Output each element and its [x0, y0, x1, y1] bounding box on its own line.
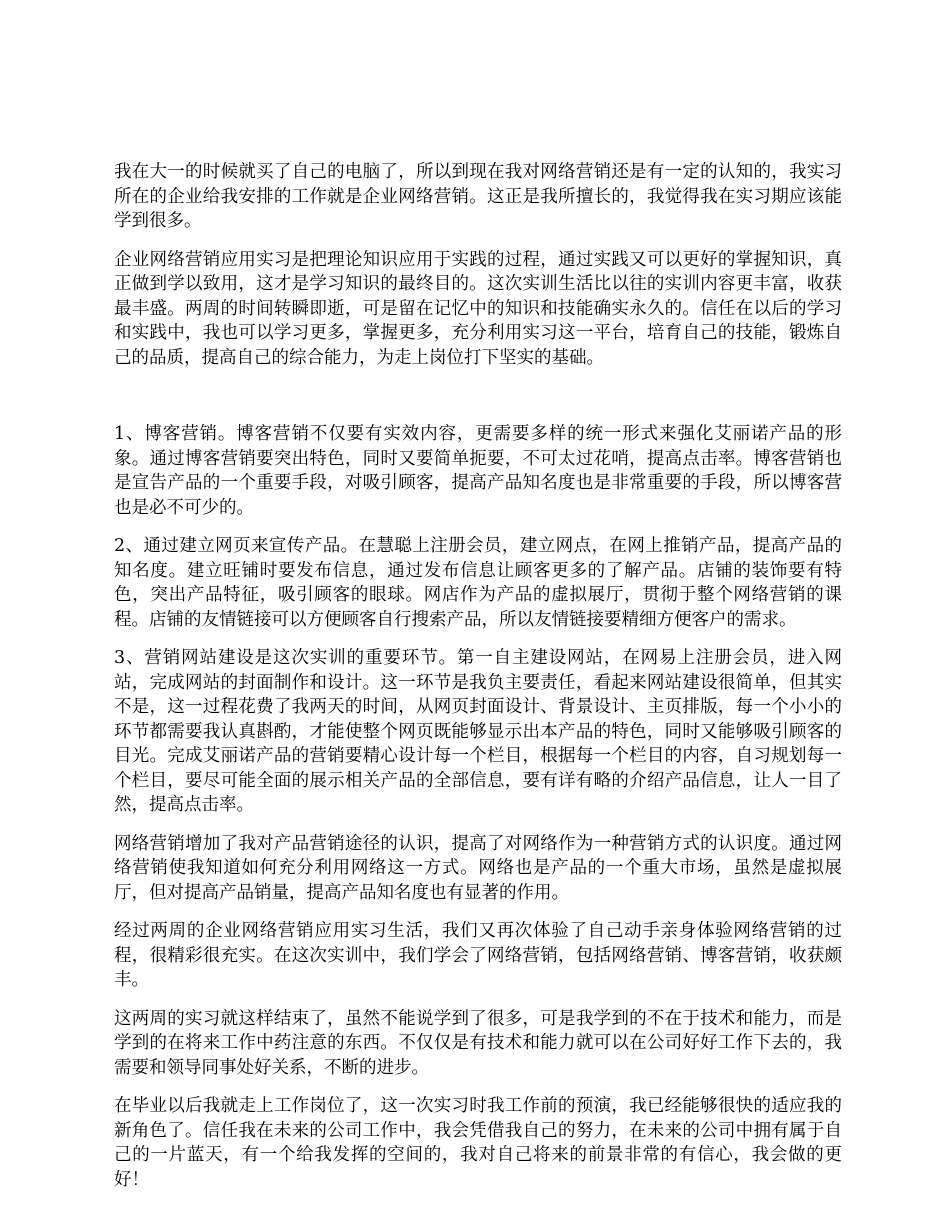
paragraph-future-outlook: 在毕业以后我就走上工作岗位了，这一次实习时我工作前的预演，我已经能够很快的适应我的新角色了。信任我在未来的公司工作中，我会凭借我自己的努力，在未来的公司中拥有属于自己的一片蓝天，有一个给我发挥的空间的，我对自己将来的前景非常的有信心，我会做的更好！: [114, 1096, 842, 1190]
paragraph-intro-1: 我在大一的时候就买了自己的电脑了，所以到现在我对网络营销还是有一定的认知的，我实习所在的企业给我安排的工作就是企业网络营销。这正是我所擅长的，我觉得我在实习期应该能学到很多。: [114, 162, 842, 231]
paragraph-intro-2: 企业网络营销应用实习是把理论知识应用于实践的过程，通过实践又可以更好的掌握知识，真正做到学以致用，这才是学习知识的最终目的。这次实训生活比以往的实训内容更丰富，收获最丰盛。两周的时间转瞬即逝，可是留在记忆中的知识和技能确实永久的。信任在以后的学习和实践中，我也可以学习更多，掌握更多，充分利用实习这一平台，培育自己的技能，锻炼自己的品质，提高自己的综合能力，为走上岗位打下坚实的基础。: [114, 249, 842, 368]
paragraph-webpage-promotion: 2、通过建立网页来宣传产品。在慧聪上注册会员，建立网点，在网上推销产品，提高产品的知名度。建立旺铺时要发布信息，通过发布信息让顾客更多的了解产品。店铺的装饰要有特色，突出产品特征，吸引顾客的眼球。网店作为产品的虚拟展厅，贯彻于整个网络营销的课程。店铺的友情链接可以方便顾客自行搜索产品，所以友情链接要精细方便客户的需求。: [114, 536, 842, 630]
section-gap: [114, 384, 842, 422]
paragraph-network-marketing-insight: 网络营销增加了我对产品营销途径的认识，提高了对网络作为一种营销方式的认识度。通过网络营销使我知道如何充分利用网络这一方式。网络也是产品的一个重大市场，虽然是虚拟展厅，但对提高产品销量，提高产品知名度也有显著的作用。: [114, 833, 842, 903]
paragraph-internship-end: 这两周的实习就这样结束了，虽然不能说学到了很多，可是我学到的不在于技术和能力，而是学到的在将来工作中药注意的东西。不仅仅是有技术和能力就可以在公司好好工作下去的，我需要和领导同事处好关系，不断的进步。: [114, 1008, 842, 1078]
paragraph-internship-experience: 经过两周的企业网络营销应用实习生活，我们又再次体验了自己动手亲身体验网络营销的过程，很精彩很充实。在这次实训中，我们学会了网络营销，包括网络营销、博客营销，收获颇丰。: [114, 921, 842, 990]
paragraph-blog-marketing: 1、博客营销。博客营销不仅要有实效内容，更需要多样的统一形式来强化艾丽诺产品的形象。通过博客营销要突出特色，同时又要简单扼要，不可太过花哨，提高点击率。博客营销也是宣告产品的一个重要手段，对吸引顾客，提高产品知名度也是非常重要的手段，所以博客营也是必不可少的。: [114, 424, 842, 518]
paragraph-website-building: 3、营销网站建设是这次实训的重要环节。第一自主建设网站，在网易上注册会员，进入网站，完成网站的封面制作和设计。这一环节是我负主要责任，看起来网站建设很简单，但其实不是，这一过程花费了我两天的时间，从网页封面设计、背景设计、主页排版，每一个小小的环节都需要我认真斟酌，才能使整个网页既能够显示出本产品的特色，同时又能够吸引顾客的目光。完成艾丽诺产品的营销要精心设计每一个栏目，根据每一个栏目的内容，自习规划每一个栏目，要尽可能全面的展示相关产品的全部信息，要有详有略的介绍产品信息，让人一目了然，提高点击率。: [114, 648, 842, 815]
document-body: [114, 160, 842, 1206]
